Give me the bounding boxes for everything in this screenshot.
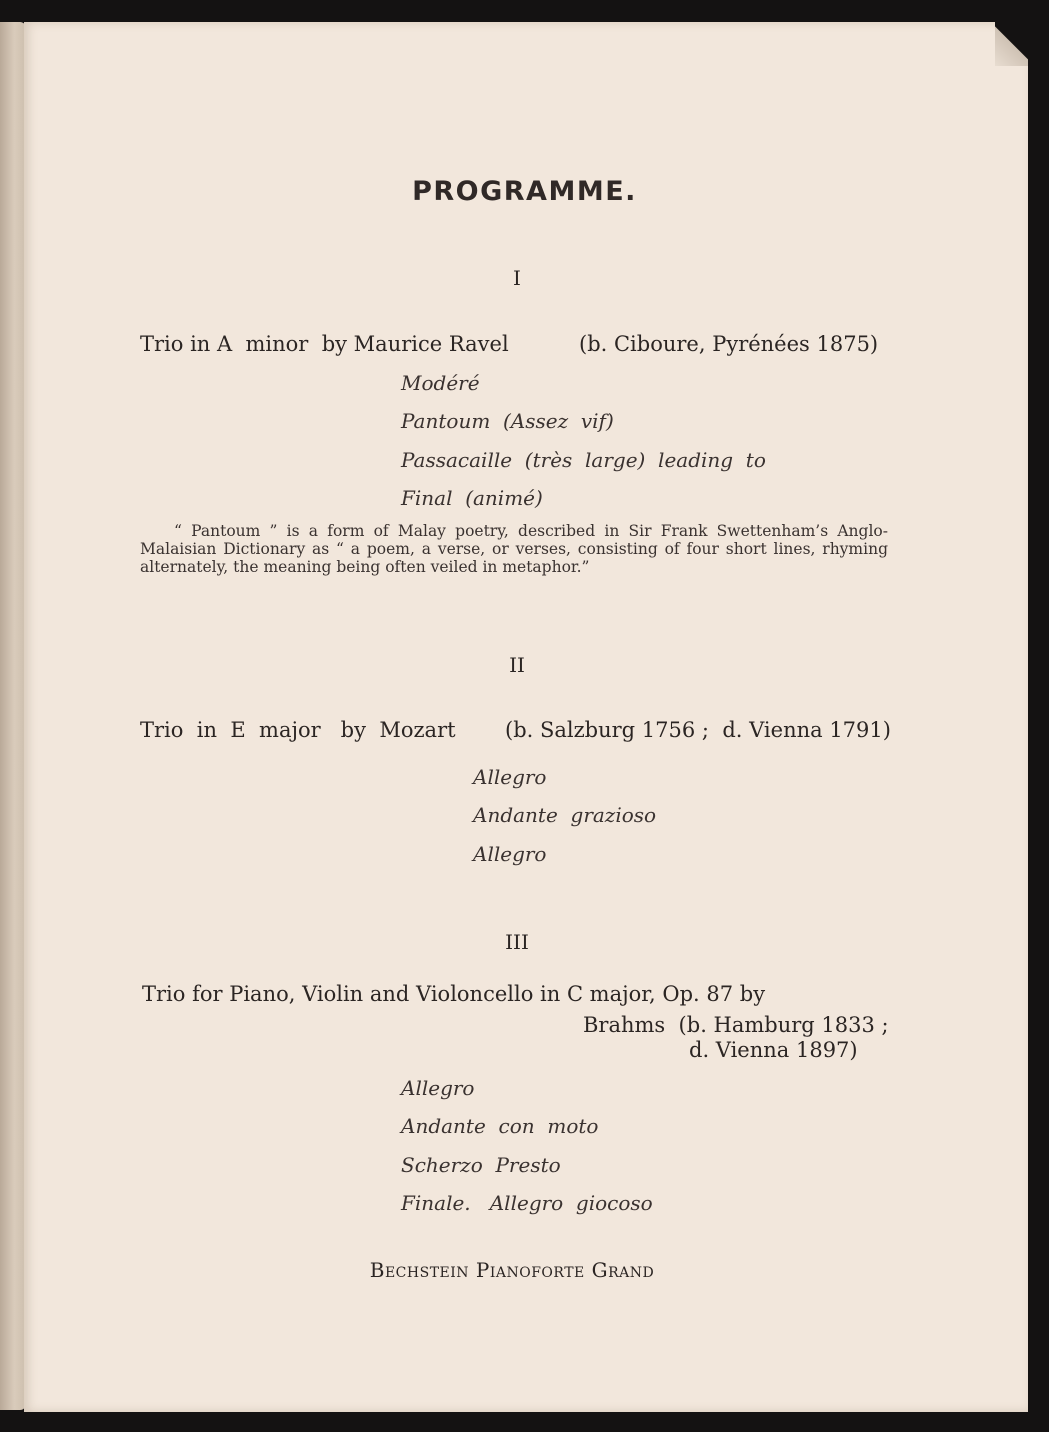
movement-item: Andante grazioso [473,803,657,827]
pantoum-footnote [140,522,888,576]
work-dates-ravel: (b. Ciboure, Pyrénées 1875) [579,332,879,356]
movement-item: Modéré [401,371,480,395]
section-numeral-2: II [509,653,525,677]
piano-credit: Bechstein Pianoforte Grand [369,1258,655,1282]
movement-item: Scherzo Presto [401,1153,561,1177]
work-title-brahms: Trio for Piano, Violin and Violoncello in C major, Op. 87 by [142,982,766,1006]
movement-item: Allegro [473,765,547,789]
movement-item: Pantoum (Assez vif) [401,409,614,433]
work-dates-mozart: (b. Salzburg 1756 ; d. Vienna 1791) [505,718,891,742]
movement-item: Allegro [473,842,547,866]
work-dates-brahms: d. Vienna 1897) [689,1038,858,1062]
movement-item: Allegro [401,1076,475,1100]
movement-item: Passacaille (très large) leading to [401,448,766,472]
section-numeral-1: I [513,266,521,290]
folded-corner [995,22,1028,66]
page-title: PROGRAMME. [412,176,637,207]
movement-item: Finale. Allegro giocoso [401,1191,653,1215]
footnote-text: “ Pantoum ” is a form of Malay poetry, described in Sir Frank Swettenham’s Anglo-Malaisian Dictionary as “ a poem, a verse, or verses, consisting of four short lines, rhyming alternately, the meaning being often veiled in metaphor.” [140,522,888,576]
work-title-mozart: Trio in E major by Mozart [140,718,456,742]
work-title-ravel: Trio in A minor by Maurice Ravel [140,332,509,356]
work-composer-brahms: Brahms (b. Hamburg 1833 ; [583,1013,889,1037]
previous-page-edge [0,22,26,1410]
section-numeral-3: III [505,930,529,954]
movement-item: Andante con moto [401,1114,599,1138]
movement-item: Final (animé) [401,486,543,510]
